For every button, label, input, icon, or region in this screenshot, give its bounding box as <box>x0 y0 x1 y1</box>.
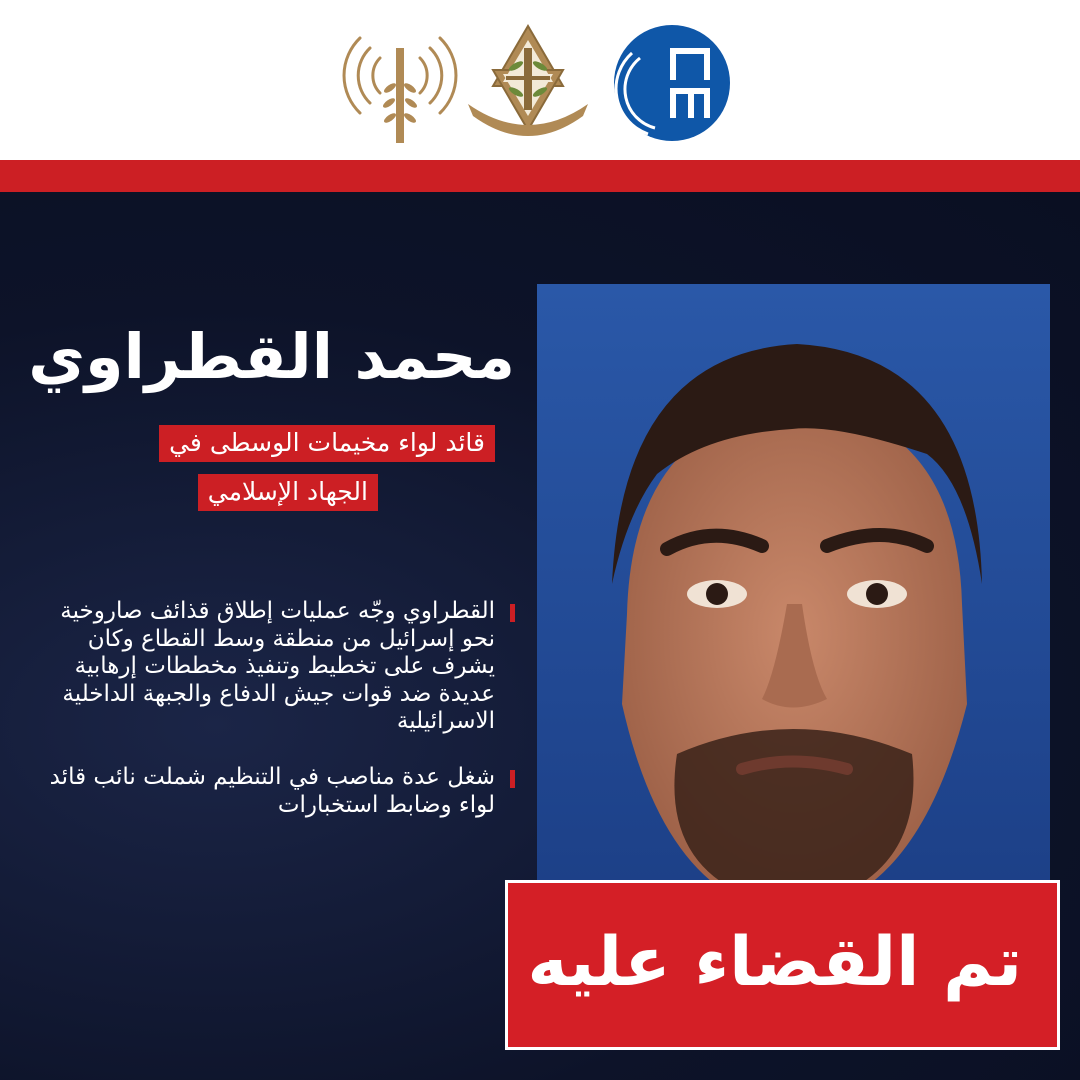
bullet-marker <box>510 604 515 622</box>
eliminated-stamp <box>505 880 1060 1050</box>
bullet-text: شغل عدة مناصب في التنظيم شملت نائب قائد لواء وضابط استخبارات <box>49 763 495 818</box>
person-name: محمد القطراوي <box>28 320 515 393</box>
bullet-list <box>45 598 515 847</box>
person-title-line1: قائد لواء مخيمات الوسطى في <box>159 425 495 462</box>
portrait-photo <box>537 284 1050 914</box>
bullet-marker <box>510 770 515 788</box>
header-accent-bar <box>0 160 1080 192</box>
list-item <box>45 598 515 736</box>
person-title-line2: الجهاد الإسلامي <box>198 474 378 511</box>
eliminated-stamp-text: تم القضاء عليه <box>527 923 1022 1002</box>
header-bar <box>0 0 1080 160</box>
list-item <box>45 764 515 819</box>
radio-tower-emblem-icon <box>340 18 460 148</box>
bullet-text: القطراوي وجّه عمليات إطلاق قذائف صاروخية نحو إسرائيل من منطقة وسط القطاع وكان يشرف على تخطيط وتنفيذ مخططات إرهابية عديدة ضد قوات جيش الدفاع والجبهة الداخلية الاسرائيلية <box>60 598 495 735</box>
shin-bet-emblem-icon <box>610 18 730 148</box>
idf-star-emblem-icon <box>458 18 598 148</box>
